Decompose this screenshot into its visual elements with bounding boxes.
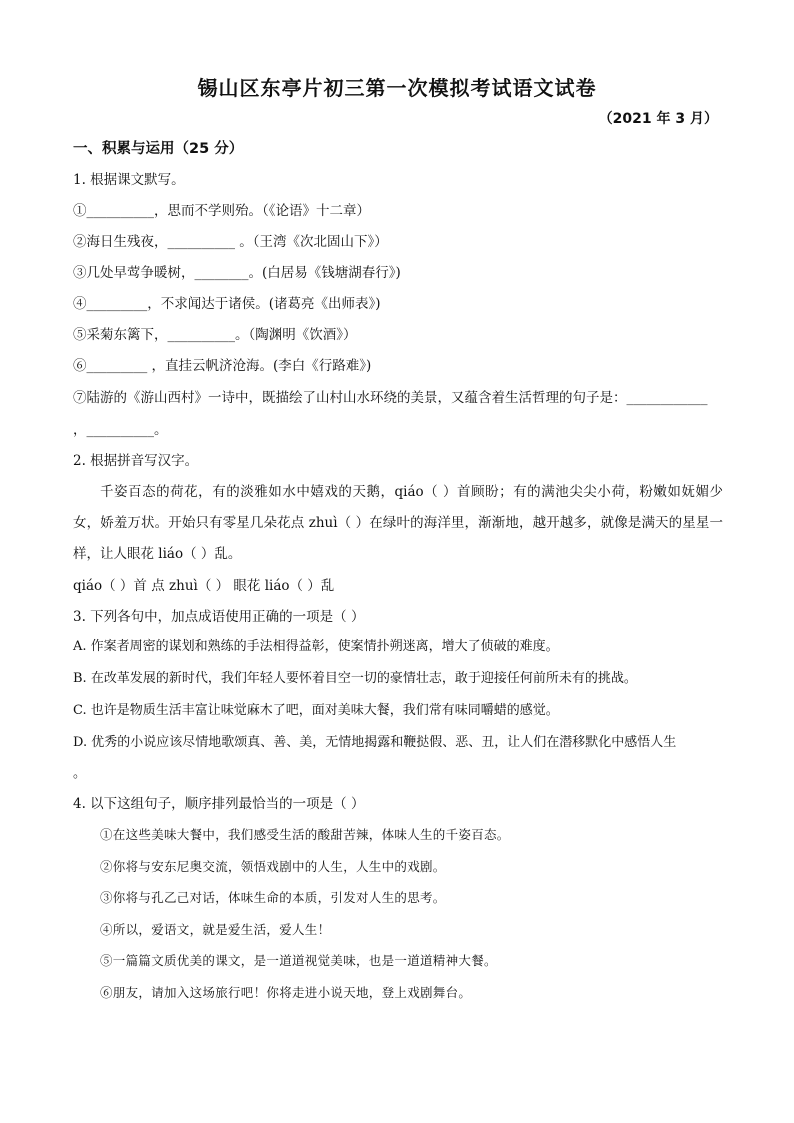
q4-sentence: ③你将与孔乙己对话，体味生命的本质，引发对人生的思考。 xyxy=(100,890,446,905)
q1-item: ⑦陆游的《游山西村》一诗中，既描绘了山村山水环绕的美景，又蕴含着生活哲理的句子是：____________ xyxy=(73,390,708,406)
q3-option: C. 也许是物质生活丰富让味觉麻木了吧，面对美味大餐，我们常有味同嚼蜡的感觉。 xyxy=(73,703,559,718)
q3-option: A. 作案者周密的谋划和熟练的手法相得益彰，使案情扑朔迷离，增大了侦破的难度。 xyxy=(73,639,559,654)
q1-item: ③几处早莺争暖树，________。(白居易《钱塘湖春行》) xyxy=(73,265,401,281)
q4-sentence: ④所以，爱语文，就是爱生活，爱人生！ xyxy=(100,922,331,937)
q4-sentence: ⑤一篇篇文质优美的课文，是一道道视觉美味，也是一道道精神大餐。 xyxy=(100,953,497,968)
q3-option: D. 优秀的小说应该尽情地歌颂真、善、美，无情地揭露和鞭挞假、恶、丑，让人们在潜移默化中感悟人生 xyxy=(73,735,677,750)
question-4-stem: 4. 以下这组句子，顺序排列最恰当的一项是（ ） xyxy=(73,796,365,812)
q1-item: ⑥_________ ，直挂云帆济沧海。(李白《行路难》) xyxy=(73,358,372,374)
q4-sentence: ⑥朋友，请加入这场旅行吧！你将走进小说天地，登上戏剧舞台。 xyxy=(100,985,472,1000)
q1-item: ⑤采菊东篱下，__________。（陶渊明《饮酒》） xyxy=(73,327,357,343)
q1-item: ④_________，不求闻达于诸侯。(诸葛亮《出师表》) xyxy=(73,296,381,312)
exam-date: （2021 年 3 月） xyxy=(598,111,718,127)
section-heading: 一、积累与运用（25 分） xyxy=(73,141,244,157)
q4-sentence: ②你将与安东尼奥交流，领悟戏剧中的人生，人生中的戏剧。 xyxy=(100,859,446,874)
q1-item: ②海日生残夜，__________ 。（王湾《次北固山下》） xyxy=(73,234,388,250)
q1-item: ①__________，思而不学则殆。（《论语》十二章） xyxy=(73,203,370,219)
q1-item: ，__________。 xyxy=(73,422,168,438)
question-2-stem: 2. 根据拼音写汉字。 xyxy=(73,453,199,469)
question-3-stem: 3. 下列各句中，加点成语使用正确的一项是（ ） xyxy=(73,609,365,625)
q4-sentence: ①在这些美味大餐中，我们感受生活的酸甜苦辣，体味人生的千姿百态。 xyxy=(100,827,510,842)
page-title: 锡山区东亭片初三第一次模拟考试语文试卷 xyxy=(197,76,597,100)
q3-option: B. 在改革发展的新时代，我们年轻人要怀着目空一切的豪情壮志，敢于迎接任何前所未有的挑战。 xyxy=(73,671,637,686)
q2-answer-row: qiáo（ ）首 点 zhuì（ ） 眼花 liáo（ ）乱 xyxy=(73,578,335,594)
question-1-stem: 1. 根据课文默写。 xyxy=(73,172,185,188)
q3-option: 。 xyxy=(73,766,87,781)
q2-passage: 千姿百态的荷花，有的淡雅如水中嬉戏的天鹅，qiáo（ ）首顾盼；有的满池尖尖小荷，粉嫩如妩媚少女，娇羞万状。开始只有零星几朵花点 zhuì（ ）在绿叶的海洋里，渐渐地，越开越多，就像是满天的星星一样，让人眼花 liáo（ ）乱。 xyxy=(73,484,723,562)
